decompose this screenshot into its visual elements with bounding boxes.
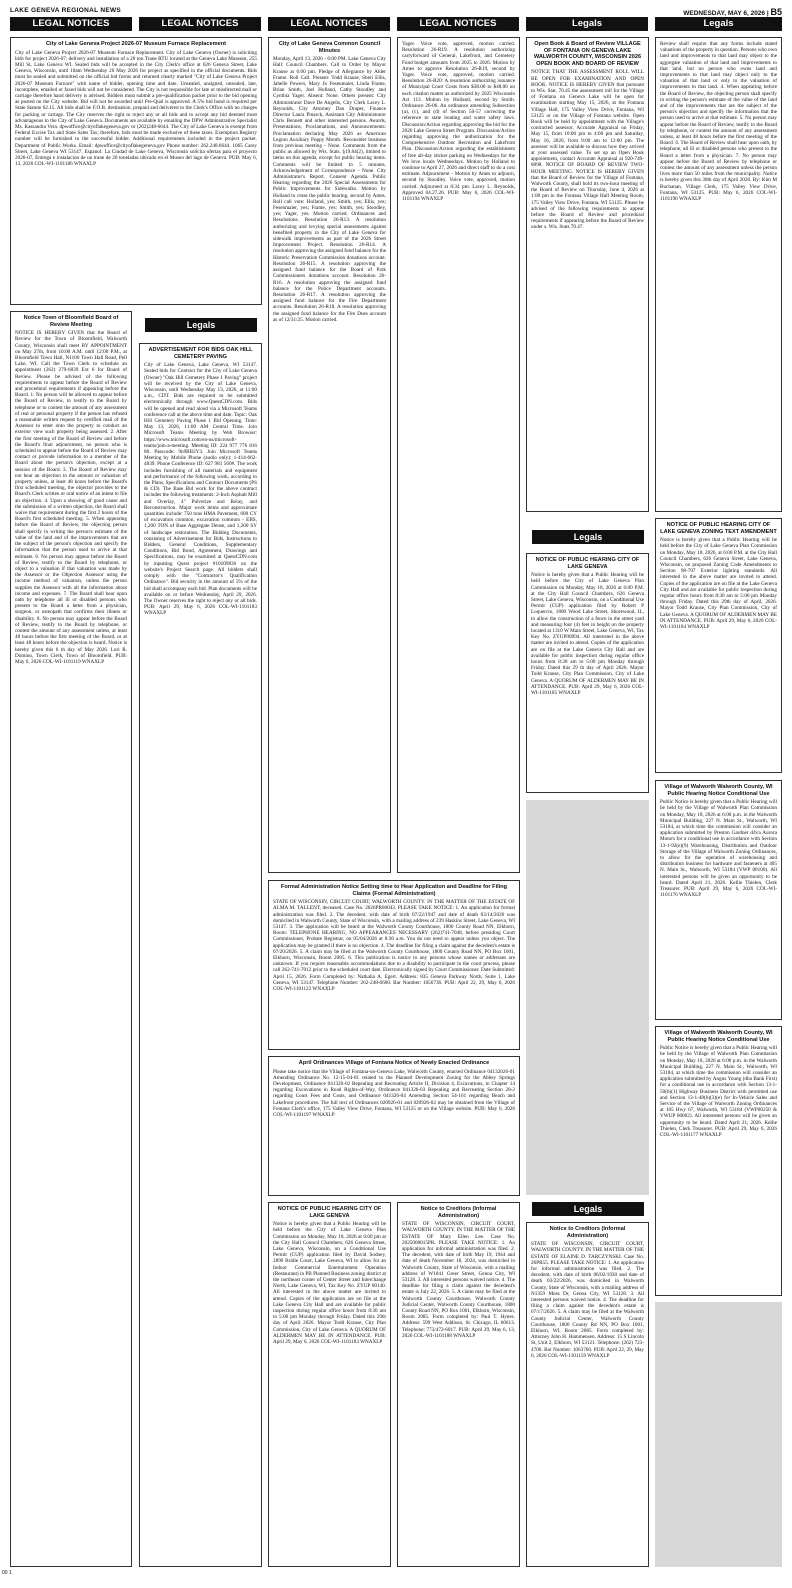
notice-body: STATE OF WISCONSIN, CIRCUIT COURT, WALWORTH COUNTY. IN THE MATTER OF THE ESTATE OF ELAINE D. TARCZYNSKI. Case No. 26PR55. PLEASE TAKE NOTICE: 1. An application for informal administration was filed. 2. The decedent, with date of birth 06/02/1930 and date of death 03/22/2026, was domiciled in Walworth County, State of Wisconsin, with a mailing address of N1359 Moss Dr, Genoa City, WI 53128. 3. All interested persons waived notice. 4. The deadline for filing a claim against the decedent's estate is 07/17/2026. 5. A claim may be filed at the Walworth County Judicial Center, Walworth County Courthouse, 1800 County Rd NN, PO Box 1001, Elkhorn, WI, Room 2085. Form completed by: Attorney John H. Hammensen. Address: 15 S Lincoln St, Unit 2, Elkhorn, WI 53121. Telephone: (262) 723-4700. Bar Number: 1063760. PUB: April 22, 29, May 6, 2026 COL-WI-1101159 WNAXLP — [531, 1241, 644, 1359]
page-number: B5 — [770, 7, 782, 17]
notice-public-hearing-fence — [526, 553, 649, 793]
legals-banner: Legals — [532, 1202, 644, 1216]
notice-body: Review shall require that any forms include stated valuations of the property in question. Persons who own land and improvements to that land may object to the aggregate valuation of that land and improvements to that land, but no person who owns land and improvements to that land may object only to the valuation of that land or only to the valuation of improvements to that land. 4. When appearing before the Board of Review, the objecting person shall specify in writing the person's estimate of the value of the land and of the improvements that are the subject of the person's objection and specify the information that the person used to arrive at that estimate. 5. No person may appear before the Board of Review, testify to the Board by telephone, or contest the amount of any assessment unless, at least 48 hours before the first meeting of the Board. 6. The Board of Review shall hear upon oath, by telephone, all ill or disabled persons who present to the Board a letter from a physician. 7. No person may appear before the Board of Review by telephone or contest the amount of any assessment unless the person lives more than 50 miles from the municipality. Notice is hereby given this 30th day of April 2026. By: Kim M Buchanan, Village Clerk, 175 Valley View Drive, Fontana, WI 53125. PUB: May 6, 2026 COL-WI-1101196 WNAXLP — [660, 41, 777, 203]
legals-banner: Legals — [532, 530, 644, 544]
issue-date: WEDNESDAY, MAY 6, 2026 — [683, 10, 766, 17]
notice-body: City of Lake Geneva Project 2026-07 Museum Furnace Replacement. City of Lake Geneva (Owner) is soliciting bids for project 2026-07: delivery and installation of a 20 ton Trane RTU located at the Geneva Lake Museum, 255 Mill St, Lake Geneva WI. Sealed bids will be accepted in the City Clerk's office at 626 Geneva Street, Lake Geneva, Wisconsin, until 10am Wednesday 20 May 2026 for project as specified in the official documents. Bids must be sealed and submitted on the official bid forms and returned clearly marked "City of Lake Geneva Project 2026-07 Museum Furnace" with name of bidder, opening time and date. Unsealed, unsigned, unsealed, late, incomplete, emailed or faxed bids will not be considered. The City is not responsible for late or misdirected mail or carriage therefore hand delivery is advised. Bidders must submit a pre-qualification packet prior to the bid opening as posted on the City website. Bid will not be awarded until Pre-Qual is approved. A 5% bid bond is required per State Statute 62.15. All bids shall be F.O.B. destination, prepaid and delivered to the Clerk's Office with no charges for packing or cartage. The City reserves the right to reject any or all bids and to accept any bid deemed most advantageous to the City of Lake Geneva. Documents are available by emailing the DPW Administrative Specialist Ms. Kassandra Vera. dpwoffice@cityoflakegeneva.gov or (262)248-6644. The City of Lake Geneva is exempt from Federal Excise Tax and State Sales Tax; therefore, bids must be made exclusive of these taxes. Exemption Registry number will be furnished to the successful bidder. Additional requirements included in the project packet. Department of Public Works. Email: dpwoffice@cityoflakegeneva.gov Phone number: 262.248.6644. 1065 Carey Street, Lake Geneva WI 53147. Espanol: La Ciudad de Lake Geneva, Wisconsin solicita ofertas para el proyecto 2026-07, Entrega e instalacion de un trane de 20 toneladas ubicado en el Museo del lago de Geneva. PUB: May 6, 13, 2026 COL-WI-1101186 WNAXLP — [15, 49, 257, 168]
notice-title: Notice to Creditors (Informal Administration) — [549, 1226, 626, 1239]
section-bar-legal-notices: LEGAL NOTICES — [10, 17, 132, 31]
notice-open-book-board-of-review — [526, 37, 649, 512]
notice-walworth-cup-bank-first — [655, 1026, 782, 1296]
notice-title: Village of Walworth Walworth County, WI Public Hearing Notice Conditional Use — [664, 784, 773, 797]
notice-oak-hill-cemetery-paving — [139, 343, 262, 1567]
notice-title: April Ordinances Village of Fontana Notice of Newly Enacted Ordinance — [298, 1060, 490, 1066]
section-bar-legal-notices: LEGAL NOTICES — [268, 17, 390, 31]
section-bar-legal-notices: LEGAL NOTICES — [397, 17, 519, 31]
legals-banner: Legals — [145, 318, 257, 332]
notice-body: Notice is hereby given that a Public Hearing will be held before the City of Lake Geneva Plan Commission on Monday, May 18, 2026, at 6:00 P.M. at the City Hall Council Chambers, 626 Geneva Street, Lake Geneva, Wisconsin, on proposed Zoning Code Amendments to Section 98-707 Exterior lighting standards. All interested in the above matter are invited to attend. Copies of the application are on file at the Lake Geneva City Hall and are available for public inspection during regular office hours from 8:30 am to 5:00 pm Monday through Friday. Dated this 29th day of April, 2026. Mayor Todd Krause, City Plan Commission, City of Lake Geneva. A QUORUM OF ALDERMEN MAY BE IN ATTENDANCE. PUB: April 29, May 6, 2026 COL-WI-1101184 WNAXLP — [660, 537, 777, 631]
notice-formal-administration — [268, 880, 520, 1050]
page-header — [10, 4, 782, 16]
section-bar-legals: Legals — [526, 17, 648, 31]
notice-title: Open Book & Board of Review VILLAGE OF FONTANA ON GENEVA LAKE WALWORTH COUNTY, WISCONSIN 2026 OPEN BOOK AND BOARD OF REVIEW — [533, 41, 642, 67]
notice-body: Public Notice is hereby given that a Public Hearing will be held by the Village of Walworth Plan Commission on Monday, May 18, 2026 at 6:00 p.m. in the Walworth Municipal Building, 227 N. Main St., Walworth, WI 53184, at which time the commission will consider an application submitted by Angus Young (dba Bank First) for a conditional use in accordance with Section 13-1-50(b)(1) Highway Business District with permitted use and Section 13-1-48(b)(3)(e) for In-Vehicle Sales and Service of the Village of Walworth Zoning Ordinances at 105 Hwy 67, Walworth, WI 53184 (VWP00250 & VWUP 00002). All interested persons will be given an opportunity to be heard. Dated April 21, 2026. Kellie Thielen, Clerk Treasurer. PUB: April 29, May 6, 2026 COL-WI-1101177 WNAXLP — [660, 1045, 777, 1139]
notice-title: Village of Walworth Walworth County, WI Public Hearing Notice Conditional Use — [664, 1030, 773, 1043]
notice-fontana-ordinances — [268, 1056, 520, 1196]
date-and-page: WEDNESDAY, MAY 6, 2026 | B5 — [683, 7, 782, 17]
page-footer-code: 00 1 — [2, 1570, 12, 1576]
notice-title: NOTICE OF PUBLIC HEARING CITY OF LAKE GENEVA ZONING TEXT AMENDMENT — [660, 522, 777, 535]
notice-body: STATE OF WISCONSIN, CIRCUIT COURT, WALWORTH COUNTY. IN THE MATTER OF THE ESTATE OF Mary Ellen Lee. Case No. 2025000015PR. PLEASE TAKE NOTICE: 1. An application for informal administration was filed. 2. The decedent, with date of birth May 19, 1944 and date of death November 18, 2024, was domiciled in Walworth County, State of Wisconsin, with a mailing address of W1041 Greer Street, Genoa City, WI 53128. 3. All interested persons waived notice. 4. The deadline for filing a claim against the decedent's estate is July 22, 2026. 5. A claim may be filed at the Walworth County Courthouse, Walworth County Judicial Center, Walworth County Courthouse, 1800 County Road NN, PO Box 1001, Elkhorn, Wisconsin, Room 2085. Form completed by: Paul T. Hynes. Address: 599 West Addison, St. Chicago, IL 60613. Telephone: 773/472-6017. PUB: April 29, May 6, 13, 2026 COL-WI-1101188 WNAXLP — [402, 1221, 515, 1339]
notice-body: STATE OF WISCONSIN, CIRCUIT COURT, WALWORTH COUNTY. IN THE MATTER OF THE ESTATE OF ALMA M. TALLENT, deceased. Case No. 2026PR00043. PLEASE TAKE NOTICE: 1. An application for formal administration was filed. 2. The decedent, with date of birth 07/22/1947 and date of death 03/14/2026 was domiciled in Walworth County, State of Wisconsin, with a mailing address of 239 Haskins Street, Lake Geneva, WI 53147. 3. The application will be heard at the Walworth County Courthouse, 1800 County Road NN, Elkhorn, Room: TELEPHONE HEARING, NO APPEARANCES NECESSARY (262)741-7048, before presiding Court Commissioner, Probate Registrar, on 05/04/2026 at 8:30 a.m. You do not need to appear unless you object. The application may be granted if there is no objection. 4. The deadline for filing a claim against the decedent's estate is 07/20/2026. 5. A claim may be filed at the Walworth County Courthouse, 1800 County Road NN, PO Box 1001, Elkhorn, Wisconsin, Room 2085. 6. This publication is notice to any persons whose names or addresses are unknown. If you require reasonable accommodations due to a disability to participate in the court process, please call 262-741-7012 prior to the scheduled court date. Electronically signed by Court Commissioner. Date Submitted: April 15, 2026. Form Completed by: Nathalia A. Egert. Address: 835 Geneva Parkway North, Suite 1, Lake Geneva, WI 53147. Telephone Number: 262-248-6600. Bar Number: 1056736. PUB: April 22, 29, May 6, 2026 COL-WI-1101122 WNAXLP — [273, 899, 515, 993]
notice-title: City of Lake Geneva Project 2026-07 Museum Furnace Replacement — [45, 41, 226, 47]
notice-title: Formal Administration Notice Setting time to Hear Application and Deadline for Filing Claims (Formal Administration) — [280, 884, 508, 897]
notice-creditors-mary-ellen-lee — [397, 1202, 520, 1567]
notice-body: NOTICE IS HEREBY GIVEN that the Board of Review for the Town of Bloomfield, Walworth County, Wisconsin shall meet BY APPOINTMENT on May 27th, from 10:00 A.M. until 12:00 P.M., at Bloomfield Town Hall, N1100 Town Hall Road, Pell Lake, WI. Call the Town Clerk to schedule an appointment (262) 279-6039 Ext 6 for Board of Review. Please be advised of the following requirements to appear before the Board of Review and procedural requirements if appearing before the Board. 1. No person will be allowed to appear before the Board of Review, to testify to the Board by telephone or to contest the amount of any assessment of real or personal property if the person has refused a reasonable written request by certified mail of the Assessor to enter onto the property to conduct an exterior view such property being assessed. 2. After the first meeting of the Board of Review and before the Board's final adjournment, no person who is scheduled to appear before the Board of Review may contact or provide information to a member of the Board about the person's objection, except at a session of the Board. 3. The Board of Review may not hear an objection to the amount or valuation of property unless, at least 48 hours before the Board's first scheduled meeting, the objector provides to the Board's Clerk written or oral notice of an intent to file an objection. 4. Upon a showing of good cause and the submission of a written objection, the Board shall waive that requirement during the first 2 hours of the Board's first scheduled meeting. 5. When appearing before the Board of Review, the objecting person shall specify in writing the person's estimate of the value of the land and of the improvements that are the subject of the person's objection and specify the information that the person used to arrive at that estimate. 6. No person may appear before the Board of Review, testify to the Board by telephone, or object to a valuation if that valuation was made by the Assessor or the Objection Assessor using the income method of valuation, unless the person supplies the Assessor with all the information about income and expenses. 7. The Board shall hear upon oath by telephone all ill or disabled persons who present to the Board a letter from a physician, surgeon, or osteopath that confirms their illness or disability. 8. No person may appear before the Board of Review, testify to the Board by telephone, or contest the amount of any assessment unless, at least 48 hours before the first meeting of the Board, or at least 48 hours before the objection is heard. Notice is hereby given this 6 th day of May 2026. Lori R. Domino, Town Clerk, Town of Bloomfield. PUB: May 6, 2026 COL-WI-1101119 WNAXLP — [15, 330, 127, 665]
notice-body: Yager. Voice vote, approved, motion carried. Resolution 26-R19. A resolution authorizing carryforward of General, Lakefront, and Cemetery Fund budget amounts from 2025 to 2026. Motion by Ames to approve Resolution 26-R19, second by Yager. Voice vote, approved, motion carried. Resolution 26-R20: A resolution authorizing issuance of Municipal Court Costs from $38.00 to $48.00 on each citation matter as authorized by 2025 Wisconsin Act 113. Motion by Holland, second by Smith. Ordinance 26-06. An ordinance amending Subsection (a), (c), and (d) of Section 50-57 correcting the reference to state boating and water safety laws. Discussion/Action regarding approving the bid for the 2026 Lake Geneva Street Program. Discussion/Action regarding approving the authorization for the Comprehensive Outdoor Recreation and Lakefront Plan. Discussion/Action regarding the establishment of free all-day sticker parking on Wednesdays for the We love locals Wednesdays. Motion by Holland to continue to April 27, 2026 and direct staff to do a cost estimate. Adjournment - Motion by Ames to adjourn, second by Stoodley. Voice vote, approved, motion carried. Adjourned at 8:34 pm. Lacey L. Reynolds, Approved 04.27.26. PUB: May 6, 2026 COL-WI-1101194 WNAXLP — [402, 41, 515, 203]
notice-body: Monday, April 13, 2026 - 6:00 PM. Lake Geneva City Hall: Council Chambers. Call to Order by Mayor Krause at 6:00 pm. Pledge of Allegiance by Alder Frame. Roll Call. Present: Todd Krause, Sheri Ellis, Jahelle Powers, Mary Jo Fesenmaier, Linda Frame, Brian Smith, Joel Holland, Cathy Stoodley and Cynthia Yager. Absent: None. Others present: City Administrator Dave De Angelis, City Clerk Lacey L. Reynolds, City Attorney Dan Draper, Finance Director Laura Pinarck, Assistant City Administrator Chris Bennett and other interested persons. Awards, Presentations, Proclamations, and Announcements: Proclamation declaring May 2026 as American Legion Auxiliary Poppy Month. Reconsider business from previous meeting - None. Comments from the public as allowed by Wis. Stats. §19.84(2), limited to items on this agenda, except for public hearing items. Comments will be limited to 5 minutes. Acknowledgement of Correspondence - None. City Administrator's Report. Consent Agenda. Public Hearing regarding the 2026 Special Assessments for Public Improvements for Sidewalks. Motion by Holland to close the public hearing, second by Ames. Roll call vote: Holland, yes; Smith, yes; Ellis, yes; Fesenmaier, yes; Frame, yes; Smith, yes; Stoodley, yes; Yager, yes. Motion carried. Ordinances and Resolutions. Resolution 26-R13. A resolution authorizing and levying special assessments against benefited property in the City of Lake Geneva for sidewalk improvements as part of the 2026 Street Improvement Project. Resolution 26-R14. A resolution approving the assigned fund balance for the Historic Preservation Commission donations account. Resolution 26-R15. A resolution approving the assigned fund balance for the Board of Park Commissioners donations account. Resolution 26-R16. A resolution approving the assigned fund balance for the Police Department accounts. Resolution 26-R17. A resolution approving the assigned fund balance for the Fire Department accounts. Resolution 26-R18. A resolution approving the assigned fund balance for the Fire Dues account as of 12/31/25. Motion carried. — [273, 56, 386, 323]
notice-body: City of Lake Geneva, Lake Geneva, WI 53147. Sealed bids for Contract for the City of Lake Geneva (Owner) "Oak Hill Cemetery Phase 1 Paving" project will be received by the City of Lake Geneva, Wisconsin, until Wednesday May 13, 2026, at 11:00 a.m., CDT. Bids are required to be submitted electronically through www.QuestCDN.com. Bids will be opened and read aloud via a Microsoft Teams conference call at the above time and date. Topic: Oak Hill Cemetery Paving Phase 1 Bid Opening. Time: May 13, 2026, 11:00 AM Central Time. Join Microsoft Teams Meeting by Web Browser: https://www.microsoft.com/en-us/microsoft-teams/join-a-meeting. Meeting ID: 224 977 776 816 80. Passcode: 9n9BB2Y3. Join Microsoft Teams Meeting by Mobile Phone (audio only): 1-414-662-4839. Phone Conference ID: 627 981 560#. The work includes furnishing of all materials and equipment and performance of the following work, according to the Plans, Specifications and Contract Documents (PS & CD). The Base Bid work for the above contract includes the following treatments: 2-Inch Asphalt Mill and Overlay, 4" Pulverize and Relay, and Reconstruction. Major work items and approximate quantities include: 750 tons HMA Pavement, 600 CY of excavation common, excavation common - EBS, 1,200 TON of Base Aggregate Dense, and 1,200 SY of landscape restoration. The Bidding Documents, consisting of Advertisement for Bids, Instructions to Bidders, General Conditions, Supplementary Conditions, Bid Bond, Agreement, Drawings and Specifications, may be examined at QuestCDN.com by inputting Quest project #10109836 on the website's Project Search page. All bidders shall comply with the "Contractor's Qualification Ordinance". Bid security in the amount of 5% of the bid shall accompany each bid. Plan documents will be available on or before Wednesday, April 29, 2026. The Owner reserves the right to reject any or all bids. PUB: April 29, May 6, 2026 COL-WI-1101183 WNAXLP — [144, 362, 257, 617]
notice-public-hearing-cup-sodney — [268, 1202, 391, 1567]
notice-walworth-cup-aurora — [655, 780, 782, 1020]
notice-title: Notice Town of Bloomfield Board of Review Meeting — [23, 315, 119, 328]
notice-title: NOTICE OF PUBLIC HEARING CITY OF LAKE GENEVA — [277, 1206, 382, 1219]
notice-bloomfield-board-of-review — [10, 311, 132, 1567]
notice-title: Notice to Creditors (Informal Administration) — [420, 1206, 497, 1219]
empty-space-col5 — [526, 800, 649, 1195]
notice-zoning-text-amendment — [655, 518, 782, 773]
paper-name: LAKE GENEVA REGIONAL NEWS — [10, 7, 122, 14]
empty-space-col6 — [655, 1302, 782, 1567]
notice-common-council-minutes — [268, 37, 391, 873]
section-bar-legals: Legals — [655, 17, 782, 31]
notice-body: NOTICE THAT THE ASSESSMENT ROLL WILL BE OPEN FOR EXAMINATION AND OPEN BOOK. NOTICE IS HEREBY GIVEN that pursuant to Wis. Stat. 70.45 the assessment roll for the Village of Fontana on Geneva Lake will be open for examination starting May 15, 2026, at the Fontana Village Hall, 175 Valley View Drive, Fontana, WI 53125 or on the Village of Fontana website. Open Book will be held by appointment with the Village's contracted assessor, Accurate Appraisal on Friday, May 15, from 10:00 pm to 4:00 pm and Saturday, May 16, 2026, from 9:00 am to 12:00 pm. The assessor will be available to discuss how they arrived at your assessed value. To set up an Open Book appointment, contact Accurate Appraisal at 920-749-8098. NOTICE OF BOARD OF REVIEW TWO-HOUR MEETING. NOTICE IS HEREBY GIVEN that the Board of Review for the Village of Fontana, Walworth County, shall hold its two-hour meeting of the Board of Review on Thursday, June 4, 2026 at 1:00 pm in the Fontana Village Hall Meeting Room, 175 Valley View Drive, Fontana, WI 53125. Please be advised of the following requirements to appear before the Board of Review and procedural requirements if appearing before the Board of Review under s. Wis. Stats 70.47. — [531, 69, 644, 231]
notice-title: NOTICE OF PUBLIC HEARING CITY OF LAKE GENEVA — [535, 557, 640, 570]
notice-body: Notice is hereby given that a Public Hearing will be held before the City of Lake Geneva Plan Commission on Monday, May 18, 2026 at 6:00 pm at the City Hall Council Chambers, 626 Geneva Street, Lake Geneva, Wisconsin, on a Conditional Use Permit (CUP) application filed by David Sodney, 2890 Bridle Court, Lake Geneva, WI to allow for an Indoor Commercial Entertainment Operation (Restaurant) in PB Planned Business zoning district at the northeast corner of Center Street and Interchange North, Lake Geneva, WI, Tax Key No. ZYUP 00140. All interested in the above matter are invited to attend. Copies of the application are on file at the Lake Geneva City Hall and are available for public inspection during regular office hours from 8:30 am to 5:00 pm Monday through Friday. Dated this 29th day of April 2026. Mayor Todd Krause, City Plan Commission, City of Lake Geneva. A QUORUM OF ALDERMEN MAY BE IN ATTENDANCE. PUB: April 29, May 6, 2026 COL-WI-1101183 WNAXLP — [273, 1221, 386, 1346]
notice-creditors-tarczynski — [526, 1222, 649, 1567]
notice-title: City of Lake Geneva Common Council Minutes — [278, 41, 381, 54]
notice-council-minutes-continued — [397, 37, 520, 873]
notice-title: ADVERTISEMENT FOR BIDS OAK HILL CEMETERY PAVING — [148, 347, 253, 360]
section-bar-legal-notices: LEGAL NOTICES — [139, 17, 261, 31]
notice-open-book-continued — [655, 37, 782, 512]
notice-body: Please take notice that the Village of Fontana-on-Geneva Lake, Walworth County, enacted Ordinance 04132026-01 Amending Ordinance No. 12-15-04-01 related to the Planned Development Zoning for the Abbey Springs Development, Ordinance 041326-02 Repealing and Recreating Article II, Division 4, Excavations, in Chapter 14 regarding Excavations in Road Rights-of-Way, Ordinance 041326-03 Repealing and Recreating Section 28-2 regarding Court Fees and Costs, and Ordinance 041326-04 Amending Section 54-161 regarding Beach and Lakefront procedures. The full text of Ordinances 020926-01 and 020926-02 may be obtained from the Village of Fontana Clerk's office, 175 Valley View Drive, Fontana, WI 53125 or on the Village website. PUB: May 6, 2026 COL-WI-1101197 WNAXLP — [273, 1068, 515, 1119]
notice-body: Notice is hereby given that a Public Hearing will be held before the City of Lake Geneva Plan Commission on Monday, May 18, 2026 at 6:00 P.M. at the City Hall Council Chambers, 626 Geneva Street, Lake Geneva, Wisconsin, on a Conditional Use Permit (CUP) application filed by Robert P Loquercio, 1800 Wood Lake Street, Shorewood, IL, to allow the construction of a fence in the street yard and measuring four (4) feet in height on the property located at 1310 W Main Street, Lake Geneva, WI, Tax Key No. ZYUP00094. All interested in the above matter are invited to attend. Copies of the application are on file at the Lake Geneva City Hall and are available for public inspection during regular office hours from 8:30 am to 5:00 pm Monday through Friday. Dated this 29 th day of April 2026. Mayor Todd Krause, City Plan Commission, City of Lake Geneva. A QUORUM OF ALDERMEN MAY BE IN ATTENDANCE. PUB: April 29, May 6, 2026 COL-WI-1101185 WNAXLP — [531, 572, 644, 697]
notice-body: Public Notice is hereby given that a Public Hearing will be held by the Village of Walworth Plan Commission on Monday, May 18, 2026 at 6:00 p.m. in the Walworth Municipal Building, 227 N. Main St., Walworth, WI 53184, at which time the commission will consider an application submitted by Preston Gardner d/b/a Aurora Motors for a conditional use in accordance with Section 13-1-92(e)(9) Warehousing, Distribution and Outdoor Storage of the Village of Walworth Zoning Ordinances, to allow for the operation of warehousing and distribution business for hardware and fasteners at 405 N. Main St., Walworth, WI 53184 (VWP 00100). All interested persons will be given an opportunity to be heard. Dated April 21, 2026. Kellie Thielen, Clerk Treasurer. PUB: April 29, May 6, 2026 COL-WI-1101176 WNAXLP — [660, 799, 777, 899]
notice-museum-furnace — [10, 37, 262, 305]
